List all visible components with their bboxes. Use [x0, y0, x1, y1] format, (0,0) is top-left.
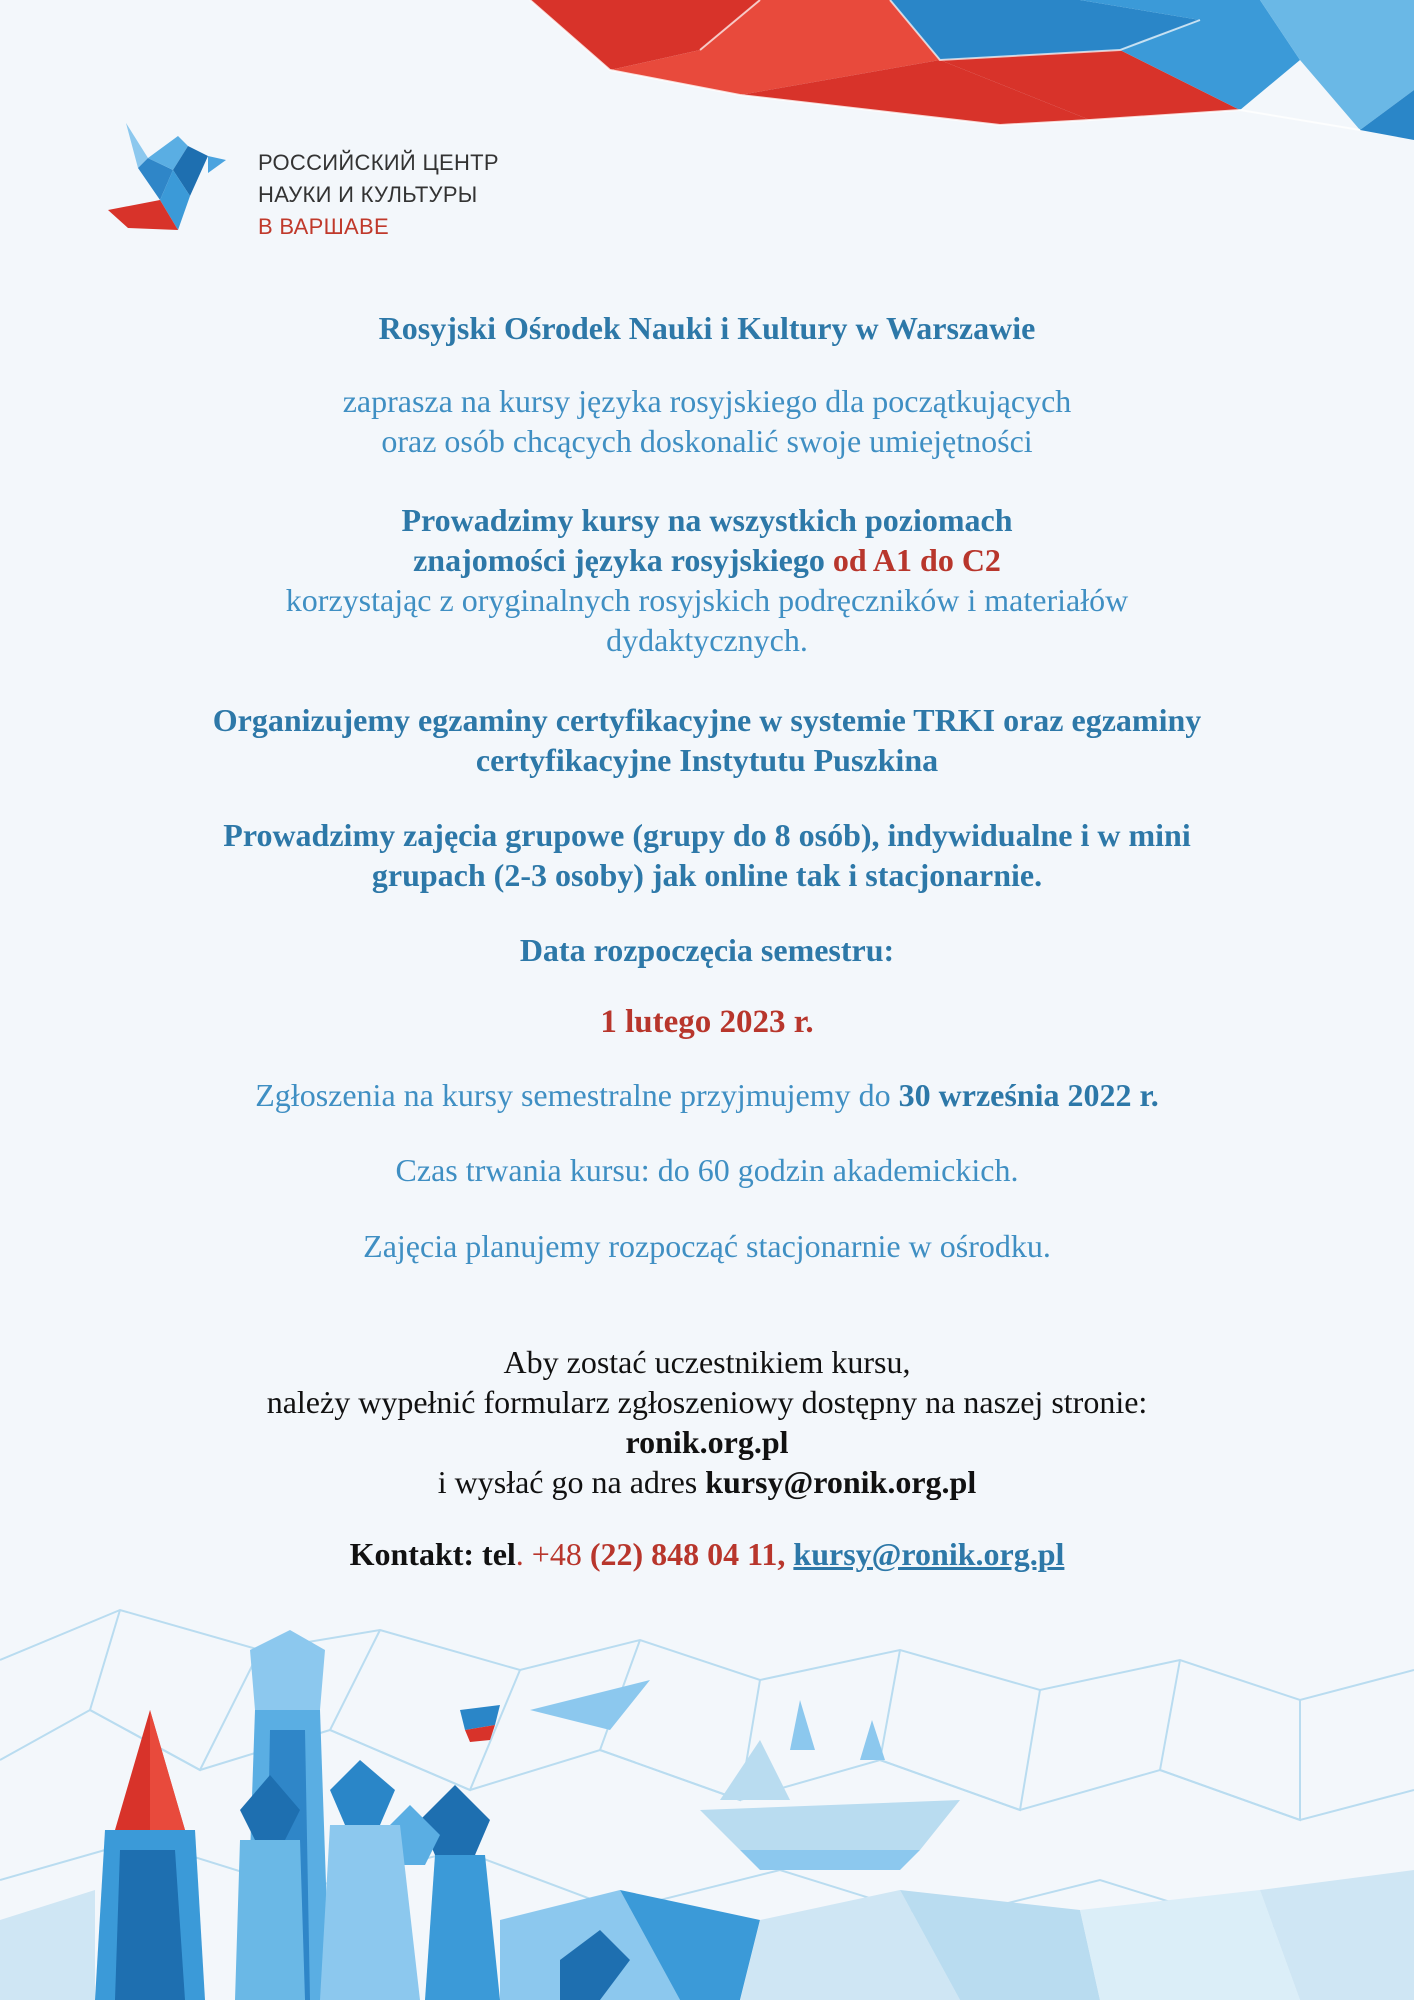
contact-row — [100, 1534, 1314, 1574]
levels-range: od A1 do C2 — [832, 542, 1001, 578]
logo-text-line: РОССИЙСКИЙ ЦЕНТР — [258, 150, 499, 175]
exams-line: Organizujemy egzaminy certyfikacyjne w systemie TRKI oraz egzaminy — [212, 702, 1202, 738]
levels-line: Prowadzimy kursy na wszystkich poziomach — [401, 502, 1013, 538]
phone-prefix: +48 — [531, 1536, 582, 1572]
send-to-text: i wysłać go na adres — [437, 1464, 698, 1500]
phone-number: (22) 848 04 11 — [589, 1536, 778, 1572]
logo-text-line: НАУКИ И КУЛЬТУРЫ — [258, 182, 478, 207]
levels-text: znajomości języka rosyjskiego — [413, 542, 825, 578]
logo-text-line: В ВАРШАВЕ — [258, 214, 389, 239]
contact-dot: . — [515, 1536, 524, 1572]
contact-email-link[interactable]: kursy@ronik.org.pl — [793, 1536, 1065, 1572]
registration-line — [100, 1075, 1314, 1115]
registration-deadline: 30 września 2022 r. — [898, 1077, 1159, 1113]
start-date-text: 1 lutego 2023 r. — [600, 1004, 814, 1040]
exams-line: certyfikacyjne Instytutu Puszkina — [475, 742, 939, 778]
contact-comma: , — [777, 1536, 786, 1572]
levels-paragraph — [100, 500, 1314, 660]
page-title — [100, 308, 1314, 348]
email-text: kursy@ronik.org.pl — [705, 1464, 977, 1500]
groups-paragraph — [100, 815, 1314, 895]
duration-text: Czas trwania kursu: do 60 godzin akademickich. — [395, 1152, 1019, 1188]
levels-line: korzystając z oryginalnych rosyjskich podręczników i materiałów — [285, 582, 1129, 618]
location-text: Zajęcia planujemy rozpocząć stacjonarnie w ośrodku. — [363, 1228, 1051, 1264]
registration-text: Zgłoszenia na kursy semestralne przyjmujemy do — [255, 1077, 891, 1113]
location-paragraph — [100, 1226, 1314, 1266]
dove-icon — [108, 118, 228, 238]
groups-line: grupach (2-3 osoby) jak online tak i stacjonarnie. — [371, 857, 1043, 893]
invite-line: oraz osób chcących doskonalić swoje umiejętności — [381, 423, 1033, 459]
participation-line: należy wypełnić formularz zgłoszeniowy dostępny na naszej stronie: — [266, 1384, 1148, 1420]
contact-label: Kontakt: tel — [349, 1536, 516, 1572]
bottom-cityscape-decoration — [0, 1590, 1414, 2000]
invite-line: zaprasza na kursy języka rosyjskiego dla początkujących — [342, 383, 1072, 419]
participation-line: Aby zostać uczestnikiem kursu, — [503, 1344, 911, 1380]
duration-paragraph — [100, 1150, 1314, 1190]
logo — [108, 118, 528, 248]
start-label-text: Data rozpoczęcia semestru: — [519, 932, 895, 968]
semester-start-label — [100, 930, 1314, 970]
levels-line — [100, 540, 1314, 580]
semester-start-date — [100, 1002, 1314, 1042]
participation-line — [100, 1462, 1314, 1502]
groups-line: Prowadzimy zajęcia grupowe (grupy do 8 osób), indywidualne i w mini — [223, 817, 1191, 853]
invite-paragraph — [100, 381, 1314, 461]
registration-paragraph — [100, 1075, 1314, 1115]
exams-paragraph — [100, 700, 1314, 780]
website-text: ronik.org.pl — [625, 1424, 789, 1460]
levels-line: dydaktycznych. — [606, 622, 808, 658]
contact-line — [100, 1534, 1314, 1574]
heading-text: Rosyjski Ośrodek Nauki i Kultury w Warszawie — [378, 310, 1036, 346]
participation-paragraph — [100, 1342, 1314, 1502]
